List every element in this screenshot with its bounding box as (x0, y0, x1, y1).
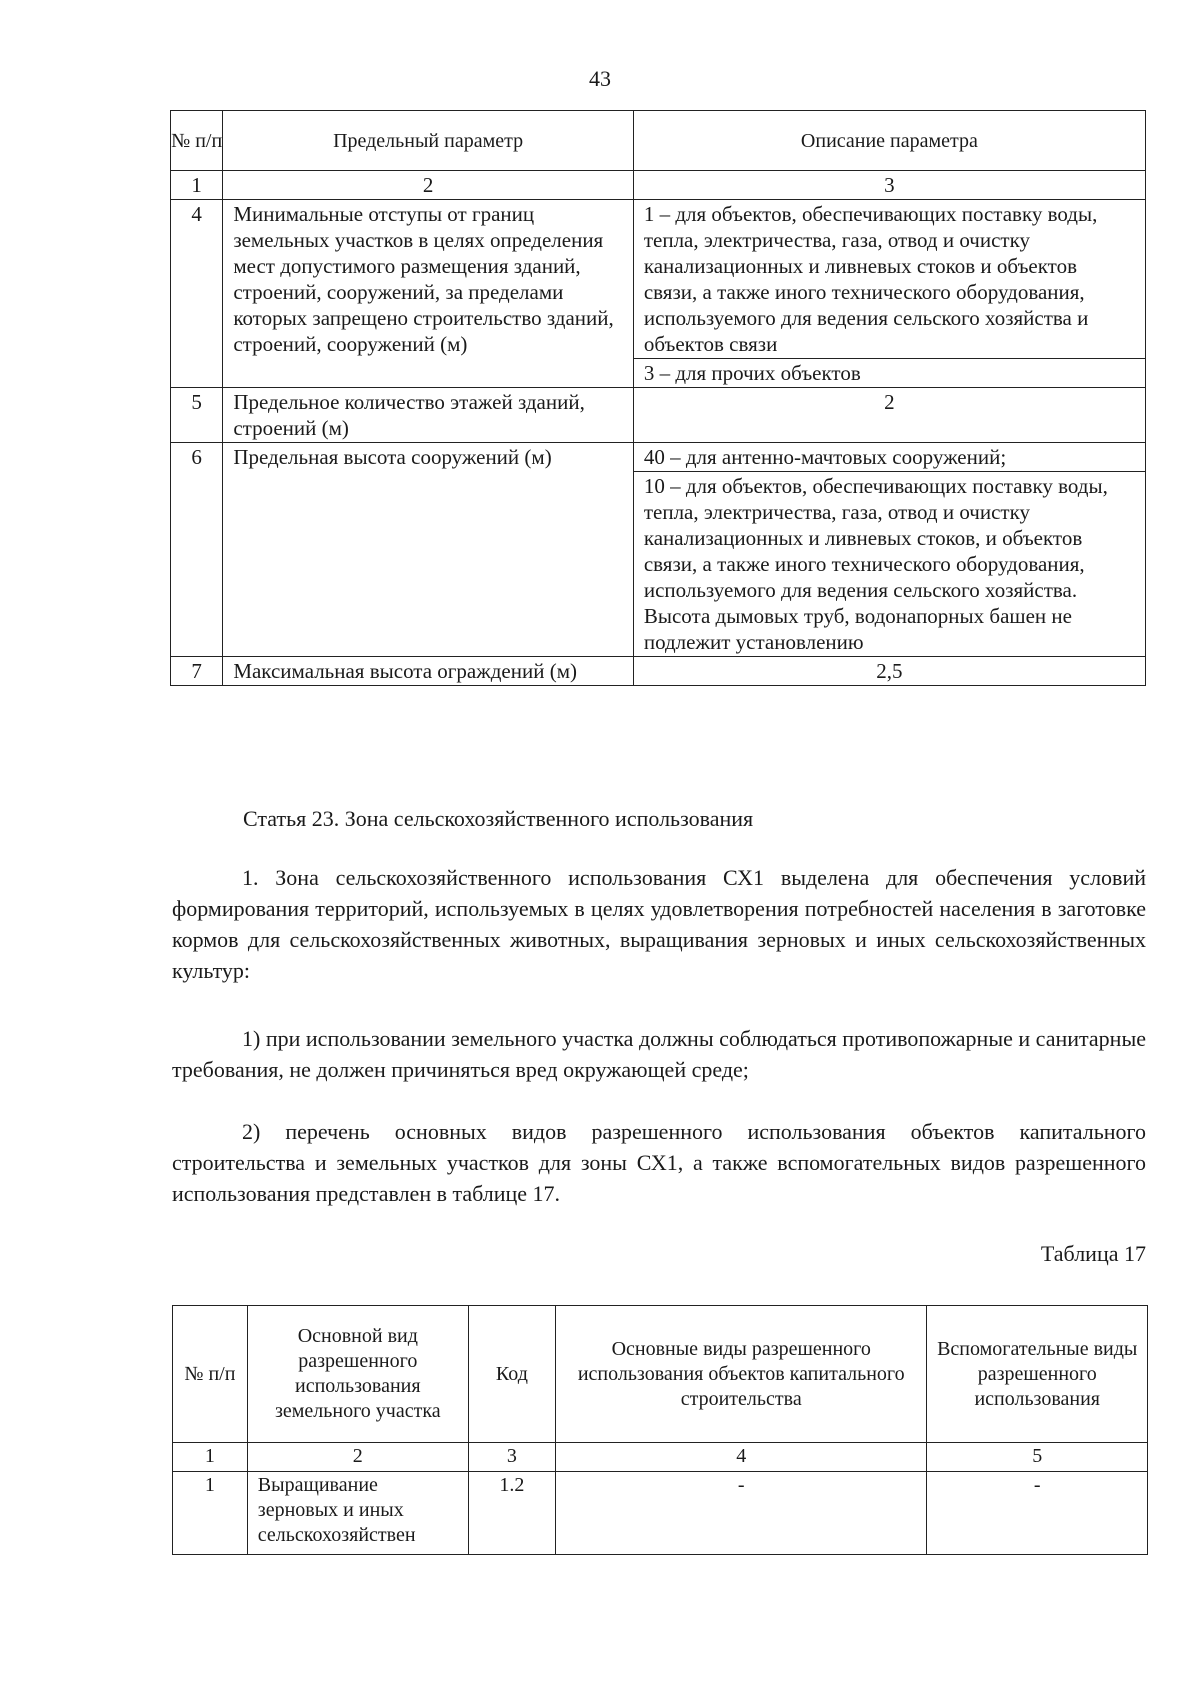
table-header-row (173, 1306, 1148, 1443)
page-number: 43 (589, 66, 611, 91)
paragraph: 1) при использовании земельного участка должны соблюдаться противопожарные и санитарные требования, не должен причиняться вред окружающей среде; (172, 1026, 1146, 1082)
row-num: 4 (171, 200, 223, 388)
row-param: Максимальная высота ограждений (м) (223, 657, 634, 686)
paragraph: 1. Зона сельскохозяйственного использования СХ1 выделена для обеспечения условий формирования территорий, используемых в целях удовлетворения потребностей населения в заготовке кормов для сельскохозяйственных животных, выращивания зерновых и иных сельскохозяйственных культур: (172, 865, 1146, 983)
row-desc: 3 – для прочих объектов (633, 359, 1145, 388)
header-code: Код (468, 1306, 555, 1443)
row-num: 1 (173, 1472, 248, 1555)
row-param: Предельная высота сооружений (м) (223, 443, 634, 657)
header-desc: Описание параметра (633, 111, 1145, 171)
row-code: 1.2 (468, 1472, 555, 1555)
col-number: 2 (223, 171, 634, 200)
table-caption: Таблица 17 (1040, 1241, 1146, 1266)
col-number: 1 (173, 1443, 248, 1472)
table-row (171, 388, 1146, 443)
header-capital: Основные виды разрешенного использования объектов капитального строительства (555, 1306, 926, 1443)
paragraph: 2) перечень основных видов разрешенного использования объектов капитального строительства и земельных участков для зоны СХ1, а также вспомогательных видов разрешенного использования представлен в таблице 17. (172, 1119, 1146, 1206)
column-number-row (171, 171, 1146, 200)
col-number: 2 (247, 1443, 468, 1472)
row-param: Предельное количество этажей зданий, строений (м) (223, 388, 634, 443)
header-param: Предельный параметр (223, 111, 634, 171)
row-land-use: Выращивание зерновых и иных сельскохозяйствен (247, 1472, 468, 1555)
row-num: 6 (171, 443, 223, 657)
col-number: 1 (171, 171, 223, 200)
row-aux: - (927, 1472, 1148, 1555)
table-header-row (171, 111, 1146, 171)
table-row (171, 657, 1146, 686)
header-land-use: Основной вид разрешенного использования земельного участка (247, 1306, 468, 1443)
land-use-table (172, 1305, 1148, 1555)
desc-line: 10 – для объектов, обеспечивающих поставку воды, тепла, электричества, газа, отвод и очистку канализационных и ливневых стоков, и объектов связи, а также иного технического оборудования, используемого для ведения сельского хозяйства. (643, 474, 1108, 602)
row-desc: 40 – для антенно-мачтовых сооружений; (633, 443, 1145, 472)
row-num: 5 (171, 388, 223, 443)
table-row (173, 1472, 1148, 1555)
col-number: 3 (468, 1443, 555, 1472)
desc-line: Высота дымовых труб, водонапорных башен не подлежит установлению (643, 604, 1072, 654)
row-num: 7 (171, 657, 223, 686)
col-number: 3 (633, 171, 1145, 200)
col-number: 4 (555, 1443, 926, 1472)
row-desc: 1 – для объектов, обеспечивающих поставку воды, тепла, электричества, газа, отвод и очистку канализационных и ливневых стоков и объектов связи, а также иного технического оборудования, используемого для ведения сельского хозяйства и объектов связи (633, 200, 1145, 359)
header-num: № п/п (171, 111, 223, 171)
row-desc: 2,5 (633, 657, 1145, 686)
header-aux: Вспомогательные виды разрешенного использования (927, 1306, 1148, 1443)
column-number-row (173, 1443, 1148, 1472)
article-title: Статья 23. Зона сельскохозяйственного использования (243, 806, 754, 831)
row-capital: - (555, 1472, 926, 1555)
row-desc (633, 472, 1145, 657)
row-param: Минимальные отступы от границ земельных участков в целях определения мест допустимого размещения зданий, строений, сооружений, за пределами которых запрещено строительство зданий, строений, сооружений (м) (223, 200, 634, 388)
table-row (171, 200, 1146, 359)
header-num: № п/п (173, 1306, 248, 1443)
table-row (171, 443, 1146, 472)
col-number: 5 (927, 1443, 1148, 1472)
parameters-table (170, 110, 1146, 686)
row-desc: 2 (633, 388, 1145, 443)
